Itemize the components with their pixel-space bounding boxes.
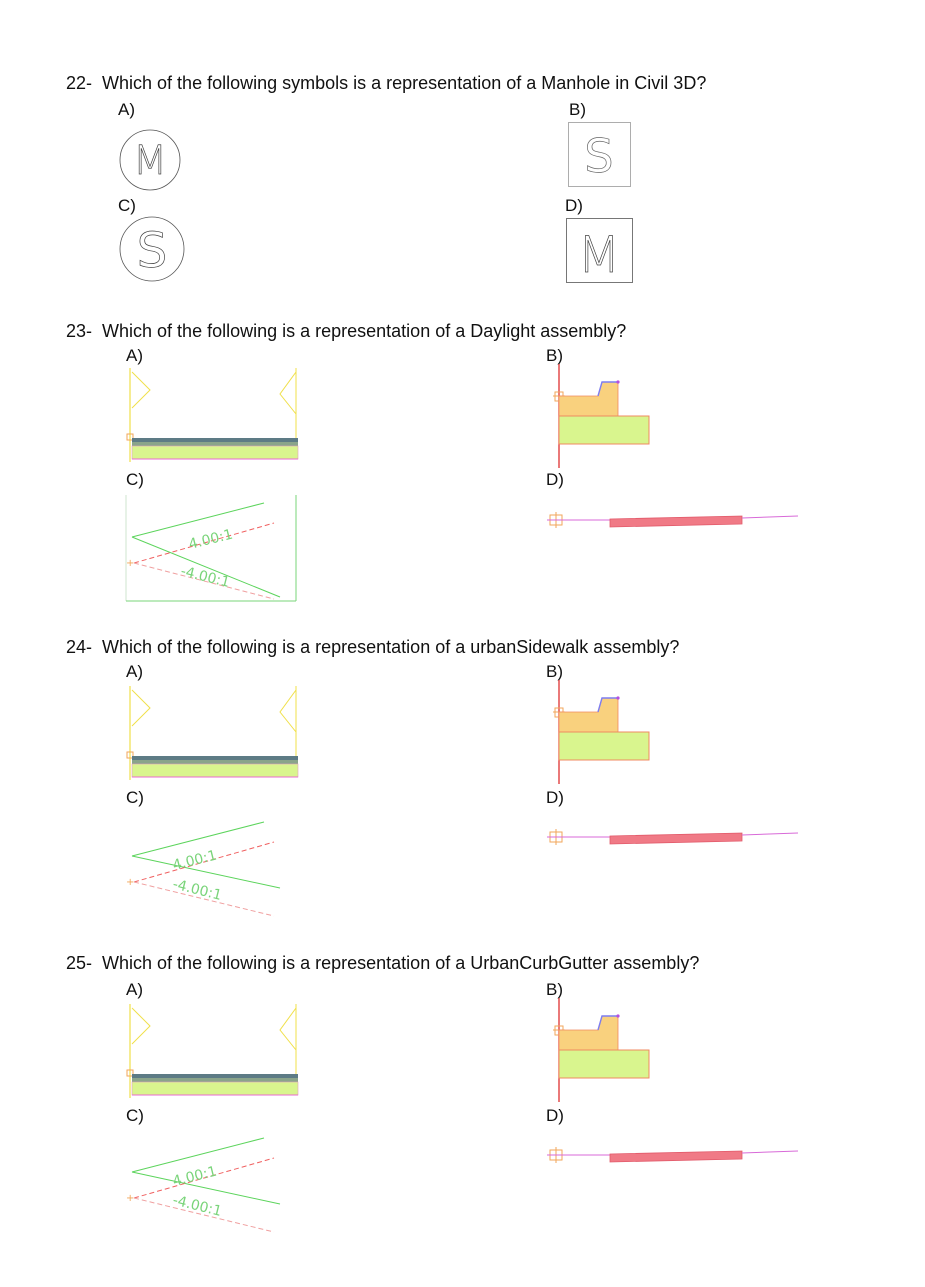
option-a-label: A) bbox=[126, 980, 143, 999]
slope-label: -4.00:1 bbox=[171, 876, 224, 904]
assembly-daylight-c bbox=[124, 812, 284, 924]
option-b-label: B) bbox=[546, 980, 563, 999]
option-d-label: D) bbox=[565, 196, 583, 215]
assembly-curb-b bbox=[542, 998, 654, 1102]
svg-text:+: + bbox=[126, 1193, 135, 1204]
slope-label: -4.00:1 bbox=[179, 563, 232, 591]
manhole-symbol-b bbox=[568, 122, 632, 188]
question-number: 25- bbox=[66, 953, 93, 973]
assembly-curb-b bbox=[542, 364, 654, 468]
manhole-symbol-d bbox=[566, 218, 634, 284]
option-b-label: B) bbox=[546, 662, 563, 681]
question-24 bbox=[66, 636, 679, 658]
question-number: 22- bbox=[66, 73, 93, 93]
question-22 bbox=[66, 72, 706, 94]
assembly-daylight-c bbox=[124, 493, 300, 605]
option-b-label: B) bbox=[569, 100, 586, 119]
assembly-lane-a bbox=[124, 364, 304, 466]
question-number: 23- bbox=[66, 321, 93, 341]
question-text: Which of the following is a representation of a Daylight assembly? bbox=[102, 321, 627, 341]
symbol-letter: S bbox=[584, 129, 614, 183]
manhole-symbol-a bbox=[118, 128, 182, 192]
option-b-label: B) bbox=[546, 346, 563, 365]
option-c-label: C) bbox=[126, 788, 144, 807]
option-d-label: D) bbox=[546, 1106, 564, 1125]
assembly-lane-a bbox=[124, 1000, 304, 1102]
assembly-lane-a bbox=[124, 682, 304, 784]
assembly-sidewalk-d bbox=[542, 823, 802, 853]
symbol-letter: M bbox=[577, 226, 621, 284]
question-text: Which of the following is a representation of a UrbanCurbGutter assembly? bbox=[102, 953, 700, 973]
symbol-letter: M bbox=[132, 138, 168, 184]
symbol-letter: S bbox=[136, 223, 168, 279]
option-c-label: C) bbox=[126, 470, 144, 489]
manhole-symbol-c bbox=[118, 215, 186, 283]
svg-text:+: + bbox=[126, 558, 135, 569]
assembly-curb-b bbox=[542, 680, 654, 784]
assembly-daylight-c bbox=[124, 1128, 284, 1240]
question-text: Which of the following symbols is a representation of a Manhole in Civil 3D? bbox=[102, 73, 707, 93]
question-text: Which of the following is a representation of a urbanSidewalk assembly? bbox=[102, 637, 680, 657]
slope-label: 4.00:1 bbox=[171, 847, 219, 874]
slope-label: 4.00:1 bbox=[187, 526, 235, 553]
assembly-sidewalk-d bbox=[542, 506, 802, 536]
question-number: 24- bbox=[66, 637, 93, 657]
option-c-label: C) bbox=[118, 196, 136, 215]
question-23 bbox=[66, 320, 626, 342]
svg-text:+: + bbox=[126, 877, 135, 888]
option-a-label: A) bbox=[118, 100, 135, 119]
option-d-label: D) bbox=[546, 470, 564, 489]
question-25 bbox=[66, 952, 699, 974]
option-d-label: D) bbox=[546, 788, 564, 807]
slope-label: 4.00:1 bbox=[171, 1163, 219, 1190]
option-a-label: A) bbox=[126, 662, 143, 681]
option-a-label: A) bbox=[126, 346, 143, 365]
option-c-label: C) bbox=[126, 1106, 144, 1125]
assembly-sidewalk-d bbox=[542, 1141, 802, 1171]
slope-label: -4.00:1 bbox=[171, 1192, 224, 1220]
